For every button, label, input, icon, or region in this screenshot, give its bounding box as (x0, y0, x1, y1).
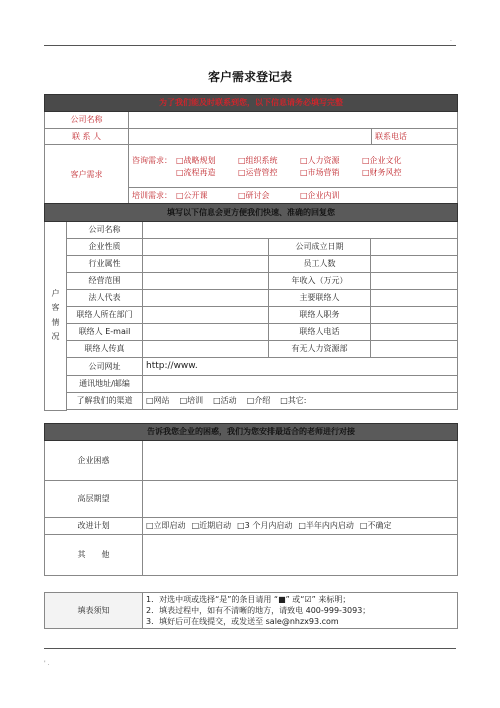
info-label: 员工人数 (269, 256, 371, 273)
website-field[interactable]: http://www. (143, 358, 458, 376)
customer-situation-label: 户 客 情 况 (45, 222, 67, 411)
notes-section (44, 592, 458, 629)
training-needs-cell (129, 188, 458, 205)
training-option[interactable]: □企业内训 (300, 191, 340, 201)
info-label: 行业属性 (67, 256, 143, 273)
consult-option[interactable]: □流程再造 (176, 167, 216, 177)
info-field[interactable] (143, 222, 458, 239)
channel-option[interactable]: □介绍 (246, 396, 271, 406)
info-field[interactable] (371, 307, 458, 324)
info-label: 主要联络人 (269, 290, 371, 307)
other-field[interactable] (143, 535, 458, 576)
info-field[interactable] (371, 341, 458, 358)
info-field[interactable] (143, 239, 269, 256)
channel-option[interactable]: □其它: (280, 396, 307, 406)
form-title: 客户需求登记表 (207, 70, 292, 84)
customer-info-banner: 填写以下信息会更方便我们快速、准确的回复您 (45, 204, 458, 222)
info-label: 联络人电话 (269, 324, 371, 341)
expectations-label: 高层期望 (45, 481, 143, 518)
info-field[interactable] (371, 239, 458, 256)
company-name-label: 公司名称 (45, 112, 129, 129)
customer-info-section (44, 203, 458, 411)
note-line: 3．填好后可在线提交，或发送至 sale@nhzx93.com (146, 617, 339, 627)
consult-option[interactable]: □财务风控 (362, 167, 402, 177)
address-label: 通讯地址/邮编 (67, 376, 143, 393)
info-label: 联络人所在部门 (67, 307, 143, 324)
training-needs-label: 培训需求： (132, 191, 172, 201)
contact-person-field[interactable] (129, 129, 372, 145)
consult-option[interactable]: □人力资源 (300, 156, 340, 166)
notes-content (143, 593, 458, 629)
info-label: 经营范围 (67, 273, 143, 290)
training-option[interactable]: □研讨会 (238, 191, 270, 201)
plan-label: 改进计划 (45, 518, 143, 535)
header-rule (44, 45, 456, 46)
address-field[interactable] (143, 376, 458, 393)
channel-label: 了解我们的渠道 (67, 393, 143, 410)
plan-option[interactable]: □3 个月内启动 (237, 521, 293, 531)
channel-option[interactable]: □网站 (146, 396, 170, 406)
troubles-section (44, 423, 458, 576)
contact-person-label: 联 系 人 (45, 129, 129, 145)
info-label: 有无人力资源部 (269, 341, 371, 358)
other-label: 其 他 (45, 535, 143, 576)
page-corner-mark: · (450, 38, 452, 45)
consult-option[interactable]: □组织系统 (238, 156, 278, 166)
info-label: 联络人传真 (67, 341, 143, 358)
info-field[interactable] (371, 324, 458, 341)
info-field[interactable] (371, 273, 458, 290)
footer-rule (44, 648, 456, 649)
info-field[interactable] (143, 290, 269, 307)
training-option[interactable]: □公开课 (176, 191, 208, 201)
consult-needs-cell (129, 145, 458, 188)
info-label: 公司名称 (67, 222, 143, 239)
troubles-label: 企业困惑 (45, 441, 143, 481)
contact-section (44, 94, 458, 205)
info-label: 企业性质 (67, 239, 143, 256)
consult-option[interactable]: □战略规划 (176, 156, 216, 166)
page-corner-mark: ' . (44, 660, 50, 667)
note-line: 2．填表过程中，如有不清晰的地方，请致电 400-999-3093； (146, 605, 371, 615)
info-field[interactable] (143, 307, 269, 324)
info-label: 联络人职务 (269, 307, 371, 324)
info-field[interactable] (371, 256, 458, 273)
info-field[interactable] (371, 290, 458, 307)
info-field[interactable] (143, 341, 269, 358)
notes-label: 填表须知 (45, 593, 143, 629)
expectations-field[interactable] (143, 481, 458, 518)
troubles-field[interactable] (143, 441, 458, 481)
plan-options (143, 518, 458, 535)
channel-options (143, 393, 458, 410)
plan-option[interactable]: □立即启动 (146, 521, 186, 531)
info-field[interactable] (143, 256, 269, 273)
customer-needs-label: 客户需求 (45, 145, 129, 205)
contact-banner: 为了我们能及时联系到您，以下信息请务必填写完整 (45, 95, 458, 112)
plan-option[interactable]: □近期启动 (191, 521, 232, 531)
website-label: 公司网址 (67, 358, 143, 376)
info-label: 法人代表 (67, 290, 143, 307)
consult-option[interactable]: □市场营销 (300, 167, 340, 177)
info-field[interactable] (143, 273, 269, 290)
channel-option[interactable]: □活动 (213, 396, 237, 406)
troubles-banner: 告诉我您企业的困惑，我们为您安排最适合的老师进行对接 (45, 424, 458, 441)
consult-needs-label: 咨询需求： (132, 156, 172, 166)
info-field[interactable] (143, 324, 269, 341)
info-label: 年收入（万元） (269, 273, 371, 290)
contact-phone-label: 联系电话 (372, 129, 458, 145)
note-line: 1．对选中项或选择“是”的条目请用 “■” 或“☑” 来标明； (146, 594, 351, 604)
consult-option[interactable]: □运营管控 (238, 167, 278, 177)
company-name-field[interactable] (129, 112, 458, 129)
info-label: 联络人 E-mail (67, 324, 143, 341)
plan-option[interactable]: □不确定 (359, 521, 392, 531)
plan-option[interactable]: □半年内内启动 (298, 521, 354, 531)
info-label: 公司成立日期 (269, 239, 371, 256)
channel-option[interactable]: □培训 (179, 396, 204, 406)
consult-option[interactable]: □企业文化 (362, 156, 402, 166)
